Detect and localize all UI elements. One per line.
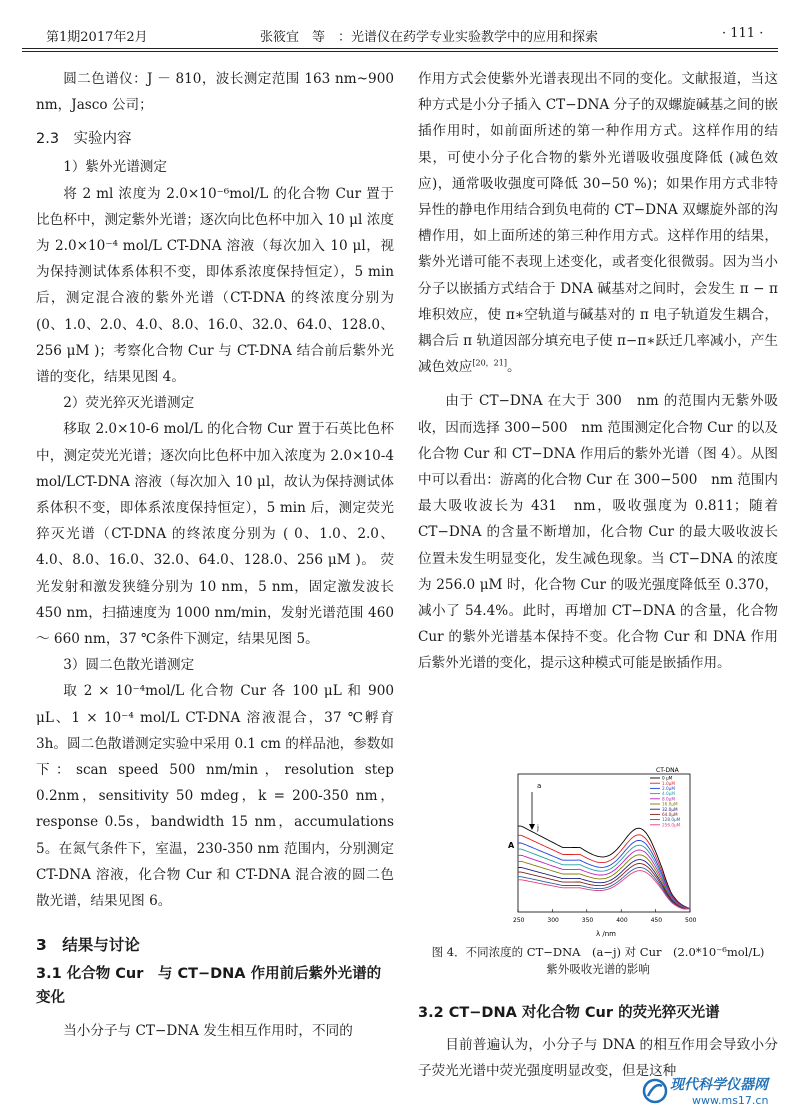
- watermark: [640, 1072, 790, 1114]
- section-3-1-heading: 3.1 化合物 Cur 与 CT−DNA 作用前后紫外光谱的变化: [36, 966, 382, 1007]
- x-tick-labels: [513, 909, 697, 924]
- uv-discussion-text: 作用方式会使紫外光谱表现出不同的变化。文献报道，当这种方式是小分子插入 CT−DNA 分子的双螺旋碱基之间的嵌插作用时，如前面所述的第一种作用方式。这样作用的结果，可使小分子化合物的紫外光谱吸收强度降低 (减色效应)，通常吸收强度可降低 30−50 %)；如果作用方式非特异性的静电作用结合到负电荷的 CT−DNA 双螺旋外部的沟槽作用，如上面所述的第三种作用方式。这样作用的结果，紫外光谱可能不表现上述变化，或者变化很微弱。因为当小分子以嵌插方式结合于 DNA 碱基对之间时，会发生 π − π 堆积效应，使 π∗空轨道与碱基对的 π 电子轨道发生耦合，耦合后 π 轨道因部分填充电子使 π−π∗跃迁几率减小，产生减色效应: [418, 71, 778, 376]
- citation-20-21: [20，21]: [472, 358, 507, 368]
- legend-label: 1.0μM: [662, 780, 675, 786]
- x-tick-label: 350: [581, 917, 594, 924]
- section-3-heading: 3 结果与讨论: [36, 936, 140, 955]
- x-tick-label: 450: [650, 917, 663, 924]
- cd-method-paragraph: 取 2 × 10⁻⁴mol/L 化合物 Cur 各 100 μL 和 900 μL、1 × 10⁻⁴ mol/L CT-DNA 溶液混合，37 ℃孵育 3h。圆二色散谱测定实验中采用 0.1 cm 的样品池，参数如下：scan speed 500 nm/min，resolution step 0.2nm，sensitivity 50 mdeg，k = 200-350 nm，response 0.5s，bandwidth 15 nm，accumulations 5。在氮气条件下，室温，230-350 nm 范围内，分别测定 CT-DNA 溶液，化合物 Cur 和 CT-DNA 混合液的圆二色散光谱，结果见图 6。: [36, 683, 394, 910]
- legend-label: 16.0μM: [662, 801, 678, 807]
- uv-method-paragraph: 将 2 ml 浓度为 2.0×10⁻⁶mol/L 的化合物 Cur 置于比色杯中，测定紫外光谱；逐次向比色杯中加入 10 μl 浓度为 2.0×10⁻⁴ mol/L CT-DNA 溶液（每次加入 10 μl，视为保持测试体系体积不变，即体系浓度保持恒定），5 min 后，测定混合液的紫外光谱（CT-DNA 的终浓度分别为 (0、1.0、2.0、4.0、8.0、16.0、32.0、64.0、128.0、256 μM )；考察化合物 Cur 与 CT-DNA 结合前后紫外光谱的变化，结果见图 4。: [36, 185, 394, 386]
- uv-result-paragraph: 由于 CT−DNA 在大于 300 nm 的范围内无紫外吸收，因而选择 300−500 nm 范围测定化合物 Cur 的以及化合物 Cur 和 CT−DNA 作用后的紫外光谱（图 4）。从图中可以看出：游离的化合物 Cur 在 300−500 nm 范围内最大吸收波长为 431 nm，吸收强度为 0.811；随着 CT−DNA 的含量不断增加，化合物 Cur 的最大吸收波长位置未发生明显变化，发生减色现象。当 CT−DNA 的浓度为 256.0 μM 时，化合物 Cur 的吸光强度降低至 0.370，减小了 54.4%。此时，再增加 CT−DNA 的含量，化合物 Cur 的紫外光谱基本保持不变。化合物 Cur 和 DNA 作用后紫外光谱的变化，提示这种模式可能是嵌插作用。: [418, 393, 778, 672]
- y-axis-label: A: [508, 841, 515, 850]
- legend-label: 0 μM: [662, 775, 673, 781]
- caption-line-1: 图 4．不同浓度的 CT−DNA (a−j) 对 Cur (2.0*10⁻⁶mol/L): [431, 945, 765, 959]
- section-3-2-paragraph: 目前普遍认为，小分子与 DNA 的相互作用会导致小分子荧光光谱中荧光强度明显改变，但是这种: [418, 1037, 778, 1080]
- legend-label: 128.0μM: [662, 817, 681, 823]
- subsection-uv-heading: 1）紫外光谱测定: [63, 159, 167, 176]
- legend-label: 256.0μM: [662, 822, 681, 828]
- figure-4-caption: [418, 944, 778, 978]
- x-tick-label: 500: [685, 917, 697, 924]
- running-header: [22, 26, 778, 48]
- uv-absorption-chart-svg: [510, 768, 700, 946]
- subsection-cd-heading: 3）圆二色散光谱测定: [63, 657, 195, 674]
- cd-instrument-paragraph: 圆二色谱仪：J － 810，波长测定范围 163 nm~900 nm，Jasco 公司；: [36, 71, 394, 114]
- x-tick-label: 400: [616, 917, 628, 924]
- uv-discussion-end: 。: [506, 359, 521, 376]
- subsection-fluorescence-heading: 2）荧光猝灭光谱测定: [63, 395, 195, 412]
- absorption-curves: [518, 826, 690, 909]
- legend-label: 8.0μM: [662, 796, 675, 802]
- x-tick-label: 300: [547, 917, 559, 924]
- watermark-url: www.ms17.cn: [692, 1094, 769, 1107]
- legend-label: 2.0μM: [662, 786, 675, 791]
- x-axis-label: λ /nm: [596, 930, 616, 938]
- legend-label: 64.0μM: [662, 812, 678, 817]
- arrow-label-j: j: [537, 824, 539, 832]
- uv-discussion-paragraph: [418, 66, 778, 380]
- watermark-name: 现代科学仪器网: [670, 1077, 768, 1093]
- figure-4-chart: [510, 768, 700, 948]
- legend-label: 32.0μM: [662, 806, 678, 812]
- trend-arrow-head: [529, 824, 535, 830]
- fluorescence-method-paragraph: 移取 2.0×10-6 mol/L 的化合物 Cur 置于石英比色杯中，测定荧光光谱；逐次向比色杯中加入浓度为 2.0×10-4 mol/LCT-DNA 溶液（每次加入 10 μl，故认为保持测试体系体积不变，即体系浓度保持恒定），5 min 后，测定荧光猝灭光谱（CT-DNA 的终浓度分别为 ( 0、1.0、2.0、4.0、8.0、16.0、32.0、64.0、128.0、256 μM )。 荧光发射和激发狭缝分别为 10 nm，5 nm，固定激发波长 450 nm，扫描速度为 1000 nm/min，发射光谱范围 460 ～ 660 nm，37 ℃条件下测定，结果见图 5。: [36, 421, 394, 648]
- legend-label: 4.0μM: [662, 791, 675, 797]
- left-column: [36, 66, 394, 1045]
- series-line: [518, 835, 690, 909]
- right-column: [418, 66, 778, 677]
- chart-legend: [650, 776, 681, 828]
- watermark-logo-icon: [642, 1076, 668, 1106]
- section-3-2-heading: 3.2 CT−DNA 对化合物 Cur 的荧光猝灭光谱: [418, 1005, 720, 1021]
- header-rule: [22, 48, 778, 49]
- legend-title: CT-DNA: [656, 767, 679, 774]
- header-rule-thin: [22, 51, 778, 52]
- issue-info: 第1期2017年2月: [46, 30, 148, 45]
- page-number: · 111 ·: [722, 26, 764, 41]
- x-tick-label: 250: [513, 917, 525, 924]
- section-2-3-heading: 2.3 实验内容: [36, 131, 132, 148]
- header-authors-title: 张筱宜 等 ：光谱仪在药学专业实验教学中的应用和探索: [260, 30, 599, 45]
- section-3-1-paragraph: 当小分子与 CT−DNA 发生相互作用时，不同的: [63, 1023, 353, 1040]
- arrow-label-a: a: [537, 782, 542, 790]
- caption-line-2: 紫外吸收光谱的影响: [546, 962, 650, 976]
